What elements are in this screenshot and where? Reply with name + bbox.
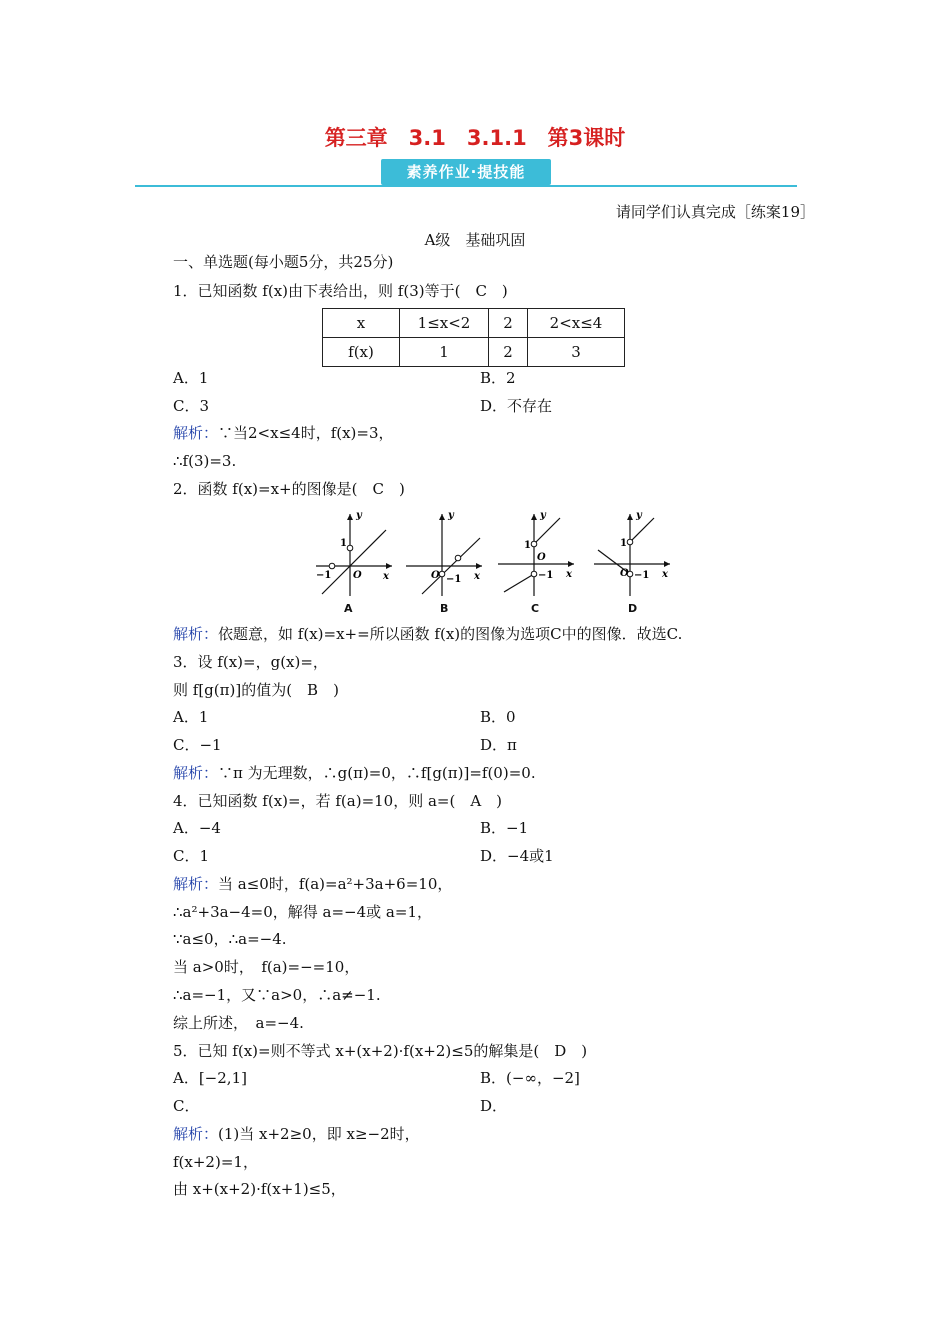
q5-solution-line-2: f(x+2)=1， xyxy=(173,1153,258,1171)
q1-function-table xyxy=(322,308,625,367)
q5-stem: 5．已知 f(x)=则不等式 x+(x+2)·f(x+2)≤5的解集是( D ) xyxy=(173,1042,588,1060)
q2-graph-d-label: D xyxy=(628,602,638,615)
table-cell: x xyxy=(323,309,400,338)
solution-text: ∵π 为无理数，∴g(π)=0，∴f[g(π)]=f(0)=0. xyxy=(218,764,536,782)
solution-text: 当 a≤0时，f(a)=a²+3a+6=10， xyxy=(218,875,453,893)
solution-label: 解析： xyxy=(173,1125,219,1143)
solution-text: (1)当 x+2≥0，即 x≥−2时， xyxy=(218,1125,420,1143)
q4-solution-line-5: ∴a=−1，又∵a>0，∴a≠−1. xyxy=(173,986,381,1004)
table-cell: 1 xyxy=(400,338,489,367)
q4-stem: 4．已知函数 f(x)=，若 f(a)=10，则 a=( A ) xyxy=(173,792,503,810)
q2-graph-a-label: A xyxy=(344,602,353,615)
solution-text: ∵当2<x≤4时，f(x)=3， xyxy=(218,424,394,442)
q2-graph-b xyxy=(402,508,486,600)
q1-option-a: A．1 xyxy=(173,369,209,387)
origin-label: O xyxy=(537,552,546,563)
tick-label: −1 xyxy=(446,574,462,585)
q2-graph-d xyxy=(590,508,674,600)
q1-solution-line-2: ∴f(3)=3. xyxy=(173,452,237,470)
q5-option-c: C． xyxy=(173,1097,200,1115)
q4-solution-line-2: ∴a²+3a−4=0，解得 a=−4或 a=1， xyxy=(173,903,432,921)
q1-option-c: C．3 xyxy=(173,397,210,415)
tick-label: 1 xyxy=(340,538,347,549)
q4-solution-line xyxy=(173,873,452,895)
origin-label: O xyxy=(431,570,440,581)
q4-solution-line-6: 综上所述， a=−4. xyxy=(173,1014,304,1032)
table-cell: 2 xyxy=(489,309,528,338)
page-title: 第三章 3.1 3.1.1 第3课时 xyxy=(324,126,626,150)
tick-label: 1 xyxy=(620,538,627,549)
solution-label: 解析： xyxy=(173,875,219,893)
q4-option-d: D．−4或1 xyxy=(480,847,554,865)
table-cell: 2<x≤4 xyxy=(528,309,625,338)
q1-option-b: B．2 xyxy=(480,369,516,387)
origin-label: O xyxy=(620,568,629,579)
table-cell: 1≤x<2 xyxy=(400,309,489,338)
q1-solution-line xyxy=(173,422,394,444)
q4-solution-line-4: 当 a>0时， f(a)=−=10， xyxy=(173,958,360,976)
q2-stem: 2．函数 f(x)=x+的图像是( C ) xyxy=(173,480,405,498)
table-cell: 3 xyxy=(528,338,625,367)
q2-graph-c xyxy=(494,508,578,600)
solution-text: 依题意，如 f(x)=x+=所以函数 f(x)的图像为选项C中的图像．故选C. xyxy=(218,625,683,643)
q4-option-c: C．1 xyxy=(173,847,210,865)
q2-graph-c-label: C xyxy=(531,602,540,615)
table-cell: f(x) xyxy=(323,338,400,367)
table-cell: 2 xyxy=(489,338,528,367)
q3-stem-2: 则 f[g(π)]的值为( B ) xyxy=(173,681,339,699)
solution-label: 解析： xyxy=(173,424,219,442)
q2-solution-line xyxy=(173,623,682,645)
level-heading: A级 基础巩固 xyxy=(424,231,526,249)
tick-label: −1 xyxy=(538,570,554,581)
q5-solution-line-3: 由 x+(x+2)·f(x+1)≤5， xyxy=(173,1180,346,1198)
axis-y-label: y xyxy=(636,510,642,521)
q3-option-d: D．π xyxy=(480,736,517,754)
solution-label: 解析： xyxy=(173,764,219,782)
section-heading: 一、单选题(每小题5分，共25分) xyxy=(173,253,394,271)
axis-x-label: x xyxy=(662,569,668,580)
q1-stem: 1．已知函数 f(x)由下表给出，则 f(3)等于( C ) xyxy=(173,282,508,300)
q3-solution-line xyxy=(173,762,536,784)
axis-x-label: x xyxy=(474,571,480,582)
q2-graph-b-label: B xyxy=(440,602,449,615)
q1-option-d: D．不存在 xyxy=(480,397,553,415)
axis-y-label: y xyxy=(356,510,362,521)
tick-label: −1 xyxy=(316,570,332,581)
q2-graph-a xyxy=(312,508,396,600)
q4-option-b: B．−1 xyxy=(480,819,529,837)
exercise-note: 请同学们认真完成［练案19］ xyxy=(615,203,815,221)
axis-x-label: x xyxy=(566,569,572,580)
q5-option-b: B．(−∞，−2] xyxy=(480,1069,580,1087)
origin-label: O xyxy=(353,570,362,581)
q4-solution-line-3: ∵a≤0，∴a=−4. xyxy=(173,930,287,948)
q3-stem-1: 3．设 f(x)=，g(x)=， xyxy=(173,653,328,671)
q4-option-a: A．−4 xyxy=(173,819,221,837)
section-banner: 素养作业·提技能 xyxy=(381,159,551,185)
q3-option-b: B．0 xyxy=(480,708,516,726)
axis-y-label: y xyxy=(448,510,454,521)
tick-label: 1 xyxy=(524,540,531,551)
q3-option-c: C．−1 xyxy=(173,736,222,754)
tick-label: −1 xyxy=(634,570,650,581)
header-divider xyxy=(135,185,797,187)
axis-y-label: y xyxy=(540,510,546,521)
q5-option-a: A．[−2,1] xyxy=(173,1069,247,1087)
q3-option-a: A．1 xyxy=(173,708,209,726)
q5-solution-line xyxy=(173,1123,420,1145)
q5-option-d: D． xyxy=(480,1097,508,1115)
axis-x-label: x xyxy=(383,571,389,582)
solution-label: 解析： xyxy=(173,625,219,643)
